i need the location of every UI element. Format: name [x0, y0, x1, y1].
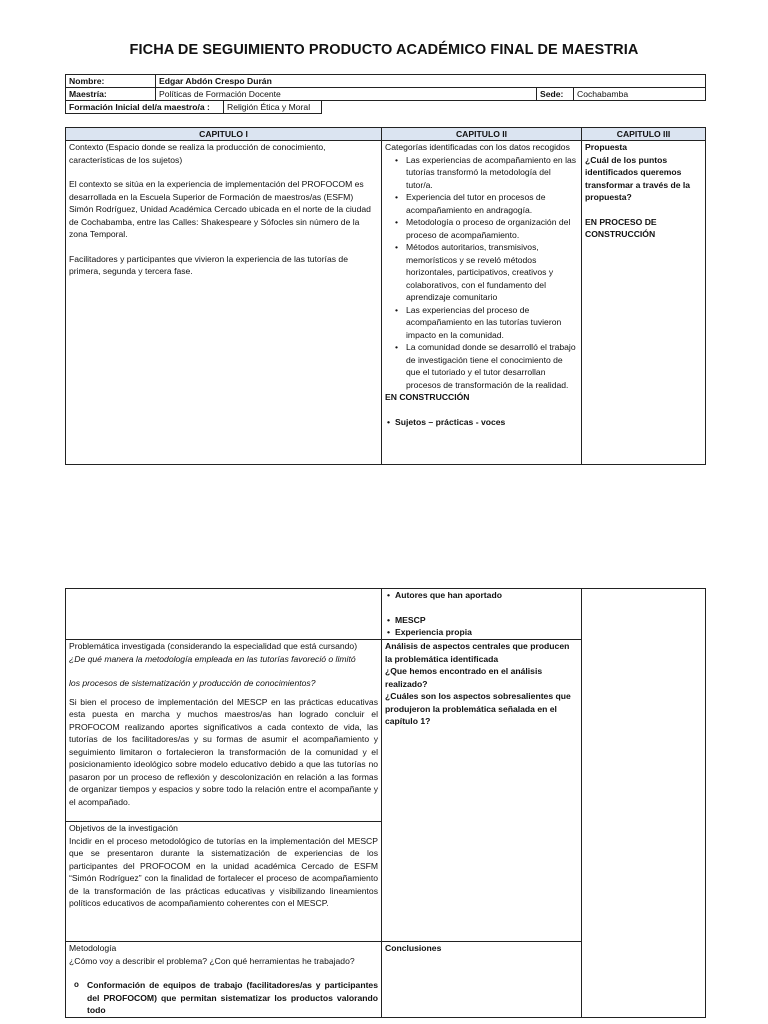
- header-capitulo-2: CAPITULO II: [382, 128, 582, 141]
- voces-item: • Sujetos – prácticas - voces: [395, 416, 578, 429]
- nombre-label: Nombre:: [66, 75, 156, 88]
- info-table: [65, 74, 706, 101]
- objetivos-paragraph: Incidir en el proceso metodológico de tutorías en la implementación del MESCP que se presentaron durante la sistematización de experiencias de los participantes del PROFOCOM en la unidad académica Cercado de ESFM “Simón Rodríguez” con la finalidad de fortalecer el proceso de acompañamiento de la transformación de las prácticas educativas y visibilizando lineamientos políticos educativos de acompañamiento coherentes con el MESCP.: [69, 835, 378, 908]
- contexto-title: Contexto (Espacio donde se realiza la producción de conocimiento, características de los sujetos): [69, 142, 326, 165]
- list-item: • Experiencia propia: [395, 626, 578, 639]
- sede-label: Sede:: [537, 88, 574, 101]
- metodologia-cell: [66, 942, 382, 1018]
- conclusiones-cell: [382, 942, 582, 1018]
- maestria-label: Maestría:: [66, 88, 156, 101]
- nombre-value: Edgar Abdón Crespo Durán: [156, 75, 706, 88]
- list-item: • Las experiencias del proceso de acompañamiento en las tutorías tuvieron impacto en la comunidad.: [406, 304, 578, 342]
- formacion-label: Formación Inicial del/a maestro/a :: [66, 101, 224, 114]
- contexto-paragraph-2: Facilitadores y participantes que vivieron la experiencia de las tutorías de primera, segunda y tercera fase.: [69, 253, 348, 276]
- analisis-cell: [382, 640, 582, 942]
- list-item: • MESCP: [395, 614, 578, 627]
- list-item: o Conformación de equipos de trabajo (facilitadores/as y participantes del PROFOCOM) que permitan sistematizar los productos valorando todo: [87, 979, 378, 1017]
- analisis-title: Análisis de aspectos centrales que producen la problemática identificada: [385, 641, 570, 664]
- propuesta-cell: [582, 141, 706, 465]
- list-item: • La comunidad donde se desarrolló el trabajo de investigación tiene el conocimiento de que el tutoriado y el tutor desarrollan procesos de transformación de la realidad.: [406, 341, 578, 391]
- propuesta-estado: EN PROCESO DE CONSTRUCCIÓN: [585, 216, 657, 239]
- problematica-question-2: los procesos de sistematización y producción de conocimientos?: [69, 678, 316, 688]
- contexto-paragraph-1: El contexto se sitúa en la experiencia de implementación del PROFOCOM es desarrollada en la Escuela Superior de Formación de maestros/as (ESFM) Simón Rodríguez, Unidad Académica Cercado ubicada en el norte de la ciudad de Cochabamba, entre las Calles: Shakespeare y Sófocles sin número de la zona Temporal.: [69, 179, 371, 239]
- metodologia-question: ¿Cómo voy a describir el problema? ¿Con qué herramientas he trabajado?: [69, 955, 355, 966]
- problematica-question-1: ¿De qué manera la metodología empleada en las tutorías favoreció o limitó: [69, 653, 356, 664]
- voces-list: [385, 416, 578, 429]
- propuesta-title: Propuesta: [585, 142, 628, 152]
- metodologia-list: [69, 979, 378, 1017]
- header-capitulo-3: CAPITULO III: [582, 128, 706, 141]
- sede-value: Cochabamba: [574, 88, 706, 101]
- formacion-table: [65, 100, 322, 114]
- metodologia-title: Metodología: [69, 943, 117, 953]
- header-capitulo-1: CAPITULO I: [66, 128, 382, 141]
- list-item: • Las experiencias de acompañamiento en las tutorías transformó la metodología del tutor/a.: [406, 154, 578, 192]
- list-item: • Autores que han aportado: [395, 589, 578, 602]
- problematica-cell: [66, 640, 382, 822]
- problematica-title: Problemática investigada (considerando la especialidad que está cursando): [69, 641, 358, 651]
- categorias-title: Categorías identificadas con los datos recogidos: [385, 142, 570, 152]
- propuesta-question: ¿Cuál de los puntos identificados queremos transformar a través de la propuesta?: [585, 154, 691, 202]
- list-item: • Experiencia del tutor en procesos de acompañamiento en andragogía.: [406, 191, 578, 216]
- list-item: • Metodología o proceso de organización del proceso de acompañamiento.: [406, 216, 578, 241]
- analisis-question-2: ¿Cuáles son los aspectos sobresalientes que produjeron la problemática señalada en el capítulo 1?: [385, 691, 571, 726]
- formacion-value: Religión Ética y Moral: [224, 101, 322, 114]
- en-construccion-label: EN CONSTRUCCIÓN: [385, 392, 470, 402]
- objetivos-title: Objetivos de la investigación: [69, 823, 178, 833]
- analisis-question-1: ¿Que hemos encontrado en el análisis realizado?: [385, 666, 543, 689]
- page-title: FICHA DE SEGUIMIENTO PRODUCTO ACADÉMICO FINAL DE MAESTRIA: [129, 42, 639, 58]
- categorias-list: [385, 154, 578, 392]
- fuentes-list: [385, 614, 578, 639]
- capitulo-3-continuation: [582, 589, 706, 1018]
- maestria-value: Políticas de Formación Docente: [156, 88, 537, 101]
- capitulos-table-top: [65, 127, 706, 465]
- conclusiones-title: Conclusiones: [385, 943, 442, 953]
- empty-cell: [66, 589, 382, 640]
- list-item: • Métodos autoritarios, transmisivos, memorísticos y se reveló métodos horizontales, participativos, creativos y colaborativos, con el fundamento del aprendizaje comunitario: [406, 241, 578, 304]
- capitulos-table-bottom: [65, 588, 706, 1018]
- problematica-paragraph: Si bien el proceso de implementación del MESCP en las prácticas educativas esta puesta en marcha y muchos maestros/as han logrado concluir el PROFOCOM realizando aportes significativos a cada contexto de vida, las tutorías de los facilitadores/as y su formas de asumir el acompañamiento y seguimiento limitaron o fortalecieron la transformación de la comunidad y el posicionamiento ideológico sobre modelo educativo debido a que las tutorías no pasaron por un proceso de reflexión y descolonización en relación a las formas de organizar tiempos y espacios y sobre todo la relación entre el acompañante y el acompañado.: [69, 696, 378, 807]
- categorias-cell: [382, 141, 582, 465]
- contexto-cell: [66, 141, 382, 465]
- autores-list: [385, 589, 578, 602]
- objetivos-cell: [66, 822, 382, 942]
- autores-cell: [382, 589, 582, 640]
